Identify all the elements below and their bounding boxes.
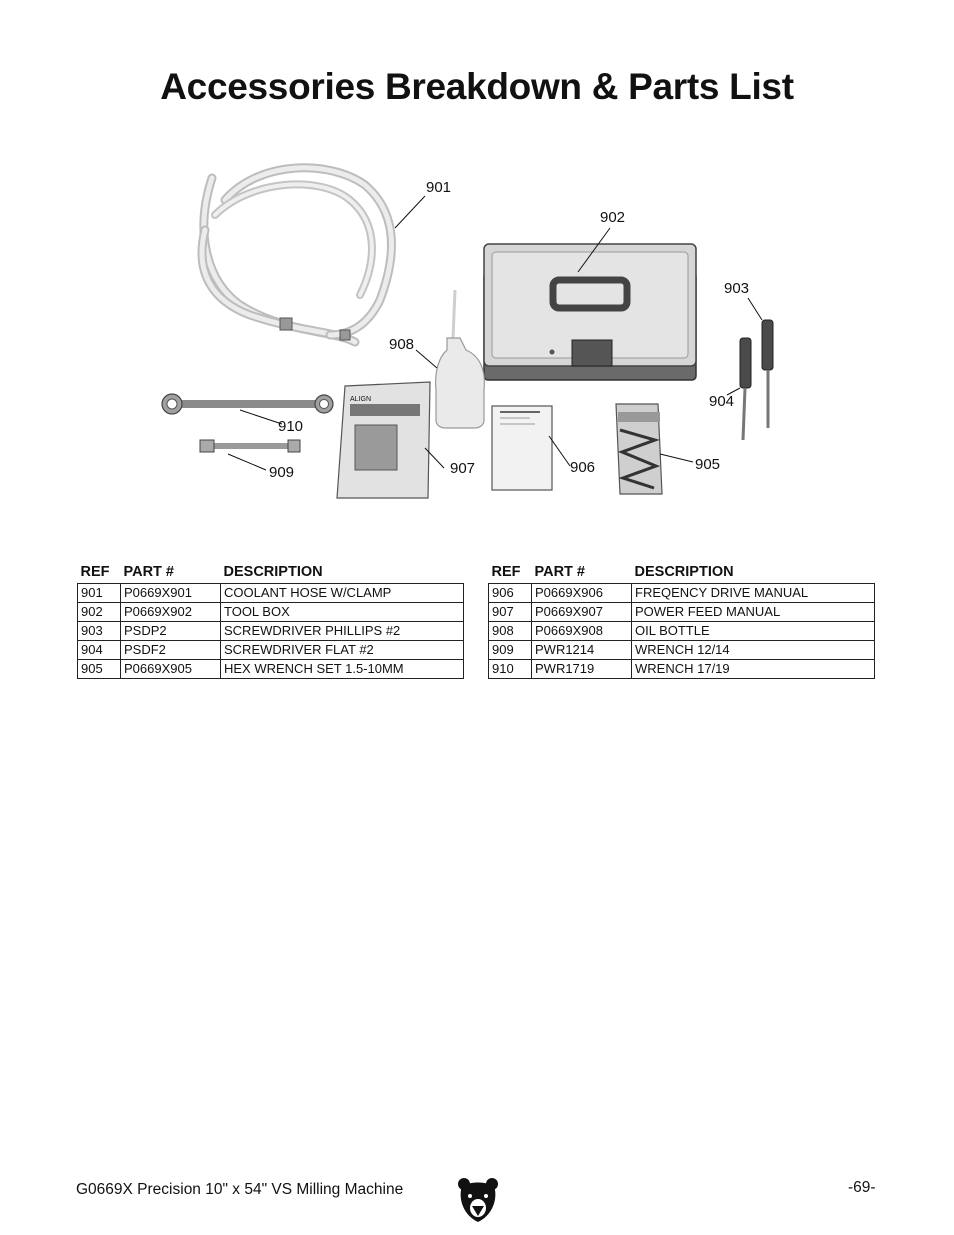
frequency-drive-manual-drawing	[492, 406, 552, 490]
callout-905: 905	[695, 456, 721, 473]
wrench-12-14-drawing	[200, 440, 300, 452]
cell-part: PSDP2	[121, 622, 221, 641]
header-part: PART #	[534, 564, 585, 580]
table-row	[489, 660, 875, 679]
table-row	[78, 622, 464, 641]
cell-ref: 908	[489, 622, 532, 641]
footer-title: G0669X Precision 10" x 54" VS Milling Machine	[76, 1181, 404, 1198]
table-row	[78, 584, 464, 603]
callout-909: 909	[269, 464, 295, 481]
cell-desc: TOOL BOX	[221, 603, 464, 622]
callout-907: 907	[450, 460, 476, 477]
hex-wrench-set-drawing	[616, 404, 662, 494]
cell-part: P0669X902	[121, 603, 221, 622]
cell-part: P0669X906	[532, 584, 632, 603]
table-row	[78, 603, 464, 622]
callout-908: 908	[389, 336, 415, 353]
wrench-17-19-drawing	[162, 394, 333, 414]
parts-table-right	[488, 564, 875, 679]
page-title: Accessories Breakdown & Parts List	[160, 66, 794, 107]
cell-desc: WRENCH 17/19	[632, 660, 875, 679]
cell-part: P0669X905	[121, 660, 221, 679]
table-row	[489, 584, 875, 603]
cell-ref: 906	[489, 584, 532, 603]
callout-910: 910	[278, 418, 304, 435]
cell-ref: 907	[489, 603, 532, 622]
cell-desc: OIL BOTTLE	[632, 622, 875, 641]
screwdrivers-drawing	[740, 320, 773, 440]
cell-part: P0669X908	[532, 622, 632, 641]
cell-ref: 901	[78, 584, 121, 603]
cell-part: PWR1214	[532, 641, 632, 660]
cell-part: PWR1719	[532, 660, 632, 679]
header-description: DESCRIPTION	[634, 564, 734, 580]
header-part: PART #	[123, 564, 174, 580]
cell-desc: SCREWDRIVER PHILLIPS #2	[221, 622, 464, 641]
bear-head-logo-icon	[457, 1176, 499, 1224]
cell-desc: FREQENCY DRIVE MANUAL	[632, 584, 875, 603]
cell-desc: SCREWDRIVER FLAT #2	[221, 641, 464, 660]
table-header-row	[78, 564, 464, 584]
table-row	[78, 660, 464, 679]
page-number: -69-	[848, 1179, 876, 1196]
cell-ref: 903	[78, 622, 121, 641]
table-row	[489, 603, 875, 622]
callout-903: 903	[724, 280, 750, 297]
accessories-illustration	[0, 0, 954, 540]
cell-ref: 910	[489, 660, 532, 679]
cell-desc: COOLANT HOSE W/CLAMP	[221, 584, 464, 603]
cell-ref: 909	[489, 641, 532, 660]
header-ref: REF	[80, 564, 110, 580]
callout-906: 906	[570, 459, 596, 476]
parts-table-left	[77, 564, 464, 679]
cell-part: P0669X907	[532, 603, 632, 622]
cell-desc: POWER FEED MANUAL	[632, 603, 875, 622]
table-row	[78, 641, 464, 660]
cell-ref: 905	[78, 660, 121, 679]
power-feed-manual-drawing	[337, 382, 430, 498]
header-description: DESCRIPTION	[223, 564, 323, 580]
cell-ref: 902	[78, 603, 121, 622]
cell-desc: HEX WRENCH SET 1.5-10MM	[221, 660, 464, 679]
table-row	[489, 622, 875, 641]
callout-901: 901	[426, 179, 452, 196]
header-ref: REF	[491, 564, 521, 580]
cell-desc: WRENCH 12/14	[632, 641, 875, 660]
cell-part: P0669X901	[121, 584, 221, 603]
cell-ref: 904	[78, 641, 121, 660]
table-row	[489, 641, 875, 660]
manual-cover-text: ALIGN	[350, 396, 372, 403]
coolant-hose-drawing	[202, 168, 391, 342]
callout-904: 904	[709, 393, 735, 410]
callout-902: 902	[600, 209, 626, 226]
tool-box-drawing	[484, 244, 696, 380]
cell-part: PSDF2	[121, 641, 221, 660]
table-header-row	[489, 564, 875, 584]
oil-bottle-drawing	[436, 290, 485, 428]
